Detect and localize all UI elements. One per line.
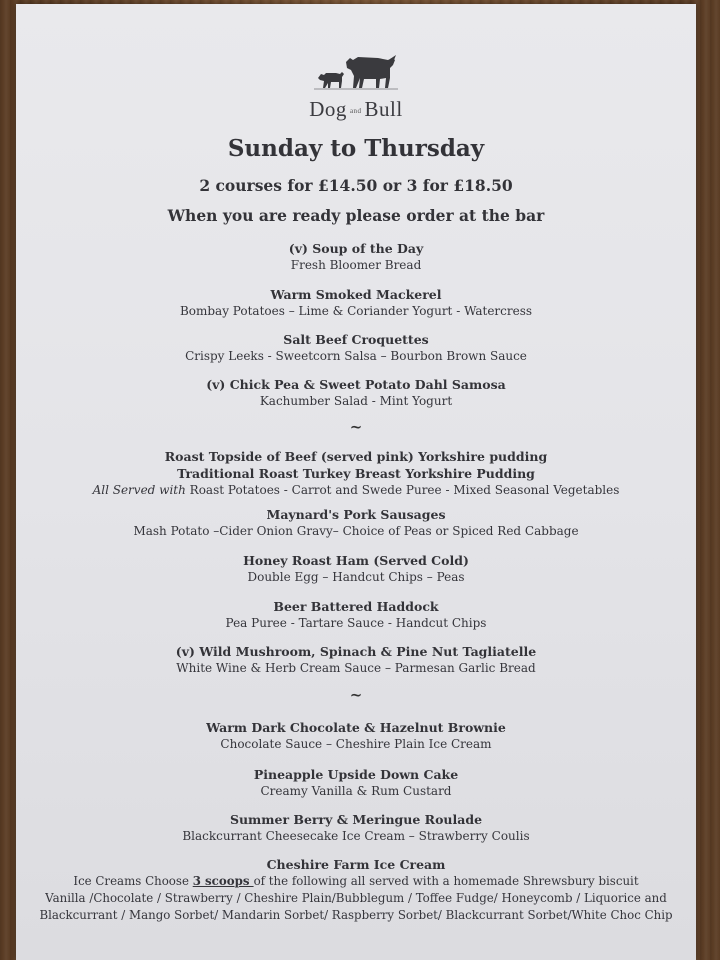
dish-description: Pea Puree - Tartare Sauce - Handcut Chips <box>225 616 487 630</box>
dessert-item <box>16 766 696 800</box>
dish-name: Salt Beef Croquettes <box>283 332 429 347</box>
ice-cream-intro <box>16 873 696 890</box>
brand-left: Dog <box>309 97 347 121</box>
menu-price: 2 courses for £14.50 or 3 for £18.50 <box>199 176 513 195</box>
ice-cream-flavours-1: Vanilla /Chocolate / Strawberry / Cheshire Plain/Bubblegum / Toffee Fudge/ Honeycomb / Liquorice and <box>45 891 667 905</box>
dish-description: Blackcurrant Cheesecake Ice Cream – Strawberry Coulis <box>182 829 530 843</box>
dish-description: White Wine & Herb Cream Sauce – Parmesan Garlic Bread <box>176 661 536 675</box>
dish-name: Beer Battered Haddock <box>273 599 439 614</box>
starter-item <box>16 331 696 365</box>
dish-name: Cheshire Farm Ice Cream <box>266 857 446 872</box>
main-item <box>16 643 696 677</box>
dish-name: (v) Chick Pea & Sweet Potato Dahl Samosa <box>206 377 506 392</box>
main-item <box>16 552 696 586</box>
roast-served-italic: All Served with <box>92 483 186 497</box>
ice-cream-flavours-2: Blackcurrant / Mango Sorbet/ Mandarin Sorbet/ Raspberry Sorbet/ Blackcurrant Sorbet/White Choc Chip <box>39 908 673 922</box>
main-item <box>16 506 696 540</box>
roast-line-1: Roast Topside of Beef (served pink) Yorkshire pudding <box>164 449 548 464</box>
dish-name: Honey Roast Ham (Served Cold) <box>243 553 469 568</box>
dessert-item <box>16 811 696 845</box>
dish-description: Double Egg – Handcut Chips – Peas <box>247 570 465 584</box>
ice-cream-item <box>16 856 696 924</box>
dish-name: Pineapple Upside Down Cake <box>253 767 459 782</box>
ice-cream-intro-post: of the following all served with a homemade Shrewsbury biscuit <box>253 874 639 888</box>
dish-name: Warm Smoked Mackerel <box>270 287 442 302</box>
dish-description: Creamy Vanilla & Rum Custard <box>260 784 452 798</box>
dessert-item <box>16 719 696 753</box>
brand-name <box>16 97 696 122</box>
dish-description: Chocolate Sauce – Cheshire Plain Ice Cream <box>220 737 492 751</box>
starter-item <box>16 286 696 320</box>
dish-name: Summer Berry & Meringue Roulade <box>229 812 483 827</box>
dish-description: Bombay Potatoes – Lime & Coriander Yogurt - Watercress <box>179 304 533 318</box>
main-item <box>16 598 696 632</box>
starter-item <box>16 240 696 274</box>
starter-item <box>16 376 696 410</box>
dish-name: Warm Dark Chocolate & Hazelnut Brownie <box>206 720 506 735</box>
dish-name: Maynard's Pork Sausages <box>266 507 446 522</box>
roast-item <box>16 448 696 499</box>
dish-description: Crispy Leeks - Sweetcorn Salsa – Bourbon Brown Sauce <box>185 349 527 363</box>
menu-sheet <box>16 4 696 960</box>
dish-description: Fresh Bloomer Bread <box>290 258 422 272</box>
dish-name: (v) Soup of the Day <box>288 241 424 256</box>
ice-cream-scoops: 3 scoops <box>192 874 254 888</box>
dish-description: Kachumber Salad - Mint Yogurt <box>259 394 453 408</box>
menu-title: Sunday to Thursday <box>227 135 485 162</box>
dish-description: Mash Potato –Cider Onion Gravy– Choice of Peas or Spiced Red Cabbage <box>133 524 579 538</box>
course-separator: ~ <box>349 686 363 704</box>
course-separator: ~ <box>349 418 363 436</box>
brand-right: Bull <box>364 97 403 121</box>
roast-accompaniments <box>16 482 696 499</box>
order-instruction: When you are ready please order at the bar <box>167 206 545 225</box>
roast-line-2: Traditional Roast Turkey Breast Yorkshire Pudding <box>177 466 535 481</box>
roast-served-rest: Roast Potatoes - Carrot and Swede Puree - Mixed Seasonal Vegetables <box>185 483 620 497</box>
ice-cream-intro-pre: Ice Creams Choose <box>73 874 193 888</box>
dish-name: (v) Wild Mushroom, Spinach & Pine Nut Tagliatelle <box>175 644 537 659</box>
brand-amp: and <box>349 107 362 116</box>
dog-and-bull-icon <box>306 48 406 96</box>
